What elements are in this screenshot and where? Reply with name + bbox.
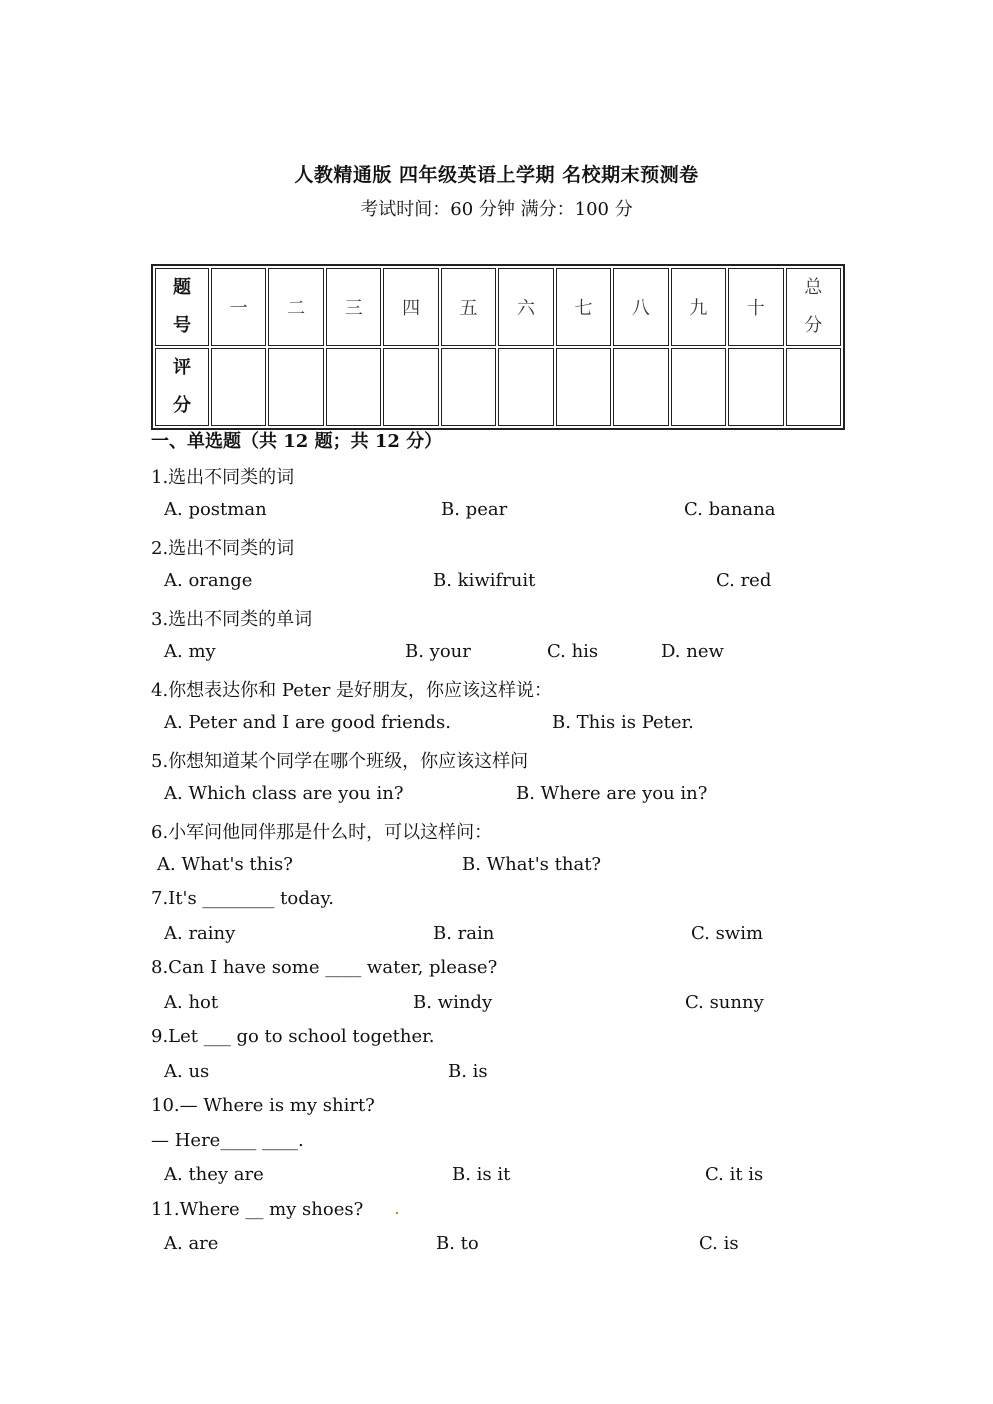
label-char: 号 — [173, 315, 191, 336]
exam-title: 人教精通版 四年级英语上学期 名校期末预测卷 — [294, 164, 699, 186]
question-3: 3.选出不同类的单词 — [151, 609, 313, 630]
option: A. hot — [164, 992, 219, 1013]
column-header: 四 — [383, 268, 438, 346]
exam-subtitle: 考试时间：60 分钟 满分：100 分 — [360, 199, 633, 220]
option: A. Peter and I are good friends. — [164, 712, 451, 733]
score-cell — [556, 348, 611, 426]
score-table — [151, 264, 845, 430]
score-table-row-header — [155, 268, 841, 346]
row-label-score — [155, 348, 209, 426]
question-10-line-2: — Here____ ____. — [151, 1130, 304, 1151]
score-cell — [728, 348, 783, 426]
column-header: 三 — [326, 268, 381, 346]
question-1: 1.选出不同类的词 — [151, 467, 295, 488]
question-4: 4.你想表达你和 Peter 是好朋友，你应该这样说： — [151, 680, 553, 701]
option: C. swim — [691, 923, 764, 944]
option: A. us — [164, 1061, 210, 1082]
question-7: 7.It's ________ today. — [151, 888, 334, 909]
score-cell — [671, 348, 726, 426]
label-char: 题 — [173, 277, 191, 298]
score-cell — [786, 348, 841, 426]
column-header: 十 — [728, 268, 783, 346]
stray-dot — [396, 1212, 398, 1214]
score-cell — [441, 348, 496, 426]
question-11: 11.Where __ my shoes? — [151, 1199, 364, 1220]
column-header: 一 — [211, 268, 266, 346]
column-header: 六 — [498, 268, 553, 346]
score-cell — [268, 348, 323, 426]
option: B. Where are you in? — [516, 783, 708, 804]
question-2: 2.选出不同类的词 — [151, 538, 295, 559]
column-header: 八 — [613, 268, 668, 346]
column-header: 九 — [671, 268, 726, 346]
option: A. they are — [164, 1164, 264, 1185]
option: B. windy — [413, 992, 493, 1013]
option: B. kiwifruit — [433, 570, 536, 591]
score-cell — [498, 348, 553, 426]
label-char: 分 — [173, 395, 191, 416]
column-header: 二 — [268, 268, 323, 346]
option: A. postman — [164, 499, 267, 520]
option: C. it is — [705, 1164, 764, 1185]
option: C. sunny — [685, 992, 764, 1013]
option: C. banana — [684, 499, 776, 520]
option: D. new — [661, 641, 724, 662]
column-header-total — [786, 268, 841, 346]
score-table-row-score — [155, 348, 841, 426]
option: B. What's that? — [462, 854, 602, 875]
option: C. red — [716, 570, 772, 591]
section-title: 一、单选题（共 12 题；共 12 分） — [151, 431, 443, 452]
score-cell — [613, 348, 668, 426]
option: B. This is Peter. — [552, 712, 694, 733]
option: A. my — [164, 641, 216, 662]
question-9: 9.Let ___ go to school together. — [151, 1026, 435, 1047]
score-cell — [326, 348, 381, 426]
column-header: 五 — [441, 268, 496, 346]
option: B. is it — [452, 1164, 511, 1185]
label-char: 评 — [173, 357, 191, 378]
option: B. is — [448, 1061, 488, 1082]
label-char: 分 — [804, 315, 823, 336]
option: A. What's this? — [157, 854, 293, 875]
score-cell — [211, 348, 266, 426]
option: C. his — [547, 641, 599, 662]
question-6: 6.小军问他同伴那是什么时，可以这样问： — [151, 822, 493, 843]
option: A. Which class are you in? — [164, 783, 404, 804]
score-cell — [383, 348, 438, 426]
question-10: 10.— Where is my shirt? — [151, 1095, 375, 1116]
option: B. rain — [433, 923, 495, 944]
option: A. are — [164, 1233, 219, 1254]
row-label-question-number — [155, 268, 209, 346]
label-char: 总 — [804, 277, 823, 298]
option: A. rainy — [164, 923, 236, 944]
option: B. your — [405, 641, 471, 662]
question-8: 8.Can I have some ____ water, please? — [151, 957, 498, 978]
question-5: 5.你想知道某个同学在哪个班级，你应该这样问 — [151, 751, 529, 772]
column-header: 七 — [556, 268, 611, 346]
option: B. to — [436, 1233, 479, 1254]
option: A. orange — [164, 570, 253, 591]
option: C. is — [699, 1233, 739, 1254]
option: B. pear — [441, 499, 508, 520]
